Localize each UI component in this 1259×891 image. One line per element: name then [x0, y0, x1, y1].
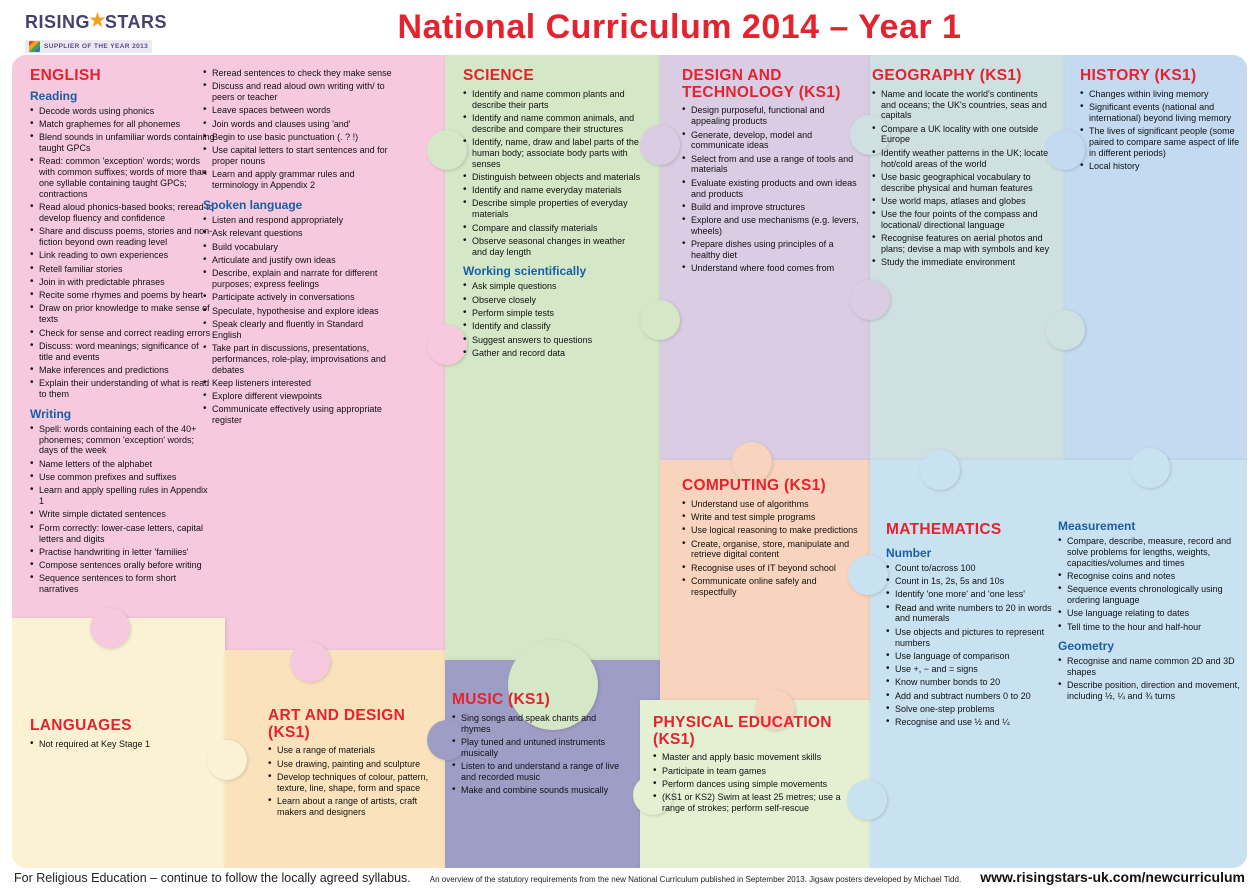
bullet-item: • Perform dances using simple movements	[653, 779, 841, 790]
bullet-item: • Distinguish between objects and materials	[463, 172, 641, 183]
bullet-item: • Describe simple properties of everyday materials	[463, 198, 641, 220]
bullet-item: • Articulate and justify own ideas	[203, 255, 395, 266]
bullet-item: • Use objects and pictures to represent numbers	[886, 627, 1058, 649]
languages-title: LANGUAGES	[30, 717, 132, 734]
bullet-item: • Identify and name common plants and describe their parts	[463, 89, 641, 111]
bullet-item: • Recognise uses of IT beyond school	[682, 563, 864, 574]
bullet-item: • Describe, explain and narrate for different purposes; express feelings	[203, 268, 395, 290]
mathematics-number-subhead: Number	[886, 545, 932, 560]
bullet-item: • Identify and name common animals, and describe and compare their structures	[463, 113, 641, 135]
bullet-item: • Recognise and name common 2D and 3D shapes	[1058, 656, 1246, 678]
bullet-item: • Master and apply basic movement skills	[653, 752, 841, 763]
bullet-item: • Learn about a range of artists, craft makers and designers	[268, 796, 438, 818]
puzzle-knob	[1045, 310, 1085, 350]
mathematics-column-1	[886, 522, 1058, 731]
bullet-item: • Identify and classify	[463, 321, 641, 332]
bullet-item: • Name and locate the world's continents and oceans; the UK's countries, seas and capitals	[872, 89, 1050, 121]
bullet-item: • Build and improve structures	[682, 202, 860, 213]
english-writing-list	[30, 424, 215, 595]
physical-education-list	[653, 752, 841, 813]
bullet-item: • Tell time to the hour and half-hour	[1058, 622, 1246, 633]
puzzle-knob	[1045, 130, 1085, 170]
bullet-item: • Link reading to own experiences	[30, 250, 215, 261]
puzzle-knob	[1130, 448, 1170, 488]
footer	[14, 869, 1245, 885]
bullet-item: • Speculate, hypothesise and explore ideas	[203, 306, 395, 317]
bullet-item: • Solve one-step problems	[886, 704, 1058, 715]
art-design-column	[268, 708, 438, 820]
puzzle-knob	[732, 442, 772, 482]
history-title: HISTORY (KS1)	[1080, 67, 1197, 84]
bullet-item: • Compose sentences orally before writing	[30, 560, 215, 571]
puzzle-knob	[920, 450, 960, 490]
design-technology-list	[682, 105, 860, 274]
bullet-item: • Not required at Key Stage 1	[30, 739, 202, 750]
bullet-item: • Count in 1s, 2s, 5s and 10s	[886, 576, 1058, 587]
mathematics-column-2	[1058, 518, 1246, 705]
bullet-item: • Local history	[1080, 161, 1247, 172]
computing-column	[682, 478, 864, 600]
english-writing-continued-list	[203, 68, 395, 191]
bullet-item: • Use world maps, atlases and globes	[872, 196, 1050, 207]
bullet-item: • Describe position, direction and movement, including ½, ¼ and ¾ turns	[1058, 680, 1246, 702]
bullet-item: • Take part in discussions, presentations, performances, role-play, improvisations and debates	[203, 343, 395, 375]
bullet-item: • Participate actively in conversations	[203, 292, 395, 303]
geography-column	[872, 68, 1050, 271]
bullet-item: • Build vocabulary	[203, 242, 395, 253]
bullet-item: • Perform simple tests	[463, 308, 641, 319]
bullet-item: • (KS1 or KS2) Swim at least 25 metres; use a range of strokes; perform self-rescue	[653, 792, 841, 814]
bullet-item: • Use basic geographical vocabulary to describe physical and human features	[872, 172, 1050, 194]
history-list	[1080, 89, 1247, 172]
bullet-item: • Listen and respond appropriately	[203, 215, 395, 226]
english-column-1	[30, 68, 215, 598]
mathematics-measurement-list	[1058, 536, 1246, 632]
puzzle-knob	[640, 125, 680, 165]
bullet-item: • Write and test simple programs	[682, 512, 864, 523]
english-reading-subhead: Reading	[30, 88, 78, 103]
science-list	[463, 89, 641, 258]
bullet-item: • Check for sense and correct reading errors	[30, 328, 215, 339]
bullet-item: • Explain their understanding of what is read to them	[30, 378, 215, 400]
mathematics-measurement-subhead: Measurement	[1058, 519, 1136, 533]
puzzle-knob	[850, 280, 890, 320]
geography-list	[872, 89, 1050, 268]
bullet-item: • Sequence events chronologically using ordering language	[1058, 584, 1246, 606]
bullet-item: • Name letters of the alphabet	[30, 459, 215, 470]
bullet-item: • Read aloud phonics-based books; reread to develop fluency and confidence	[30, 202, 215, 224]
bullet-item: • Evaluate existing products and own ideas and products	[682, 178, 860, 200]
bullet-item: • Understand where food comes from	[682, 263, 860, 274]
bullet-item: • Understand use of algorithms	[682, 499, 864, 510]
history-column	[1080, 68, 1247, 174]
bullet-item: • Participate in team games	[653, 766, 841, 777]
page-title: National Curriculum 2014 – Year 1	[397, 8, 962, 46]
supplier-badge-icon	[29, 41, 40, 52]
star-icon: ★	[88, 9, 107, 32]
science-title: SCIENCE	[463, 67, 535, 84]
bullet-item: • Develop techniques of colour, pattern, texture, line, shape, form and space	[268, 772, 438, 794]
bullet-item: • Use logical reasoning to make predictions	[682, 525, 864, 536]
bullet-item: • Design purposeful, functional and appealing products	[682, 105, 860, 127]
bullet-item: • Discuss: word meanings; significance of title and events	[30, 341, 215, 363]
mathematics-geometry-subhead: Geometry	[1058, 639, 1115, 654]
science-working-subhead: Working scientifically	[463, 264, 587, 279]
languages-column	[30, 718, 202, 752]
bullet-item: • Explore different viewpoints	[203, 391, 395, 402]
footer-overview-note: An overview of the statutory requirements from the new National Curriculum published in September 2013. Jigsaw posters developed by Michael Tidd.	[429, 875, 962, 884]
bullet-item: • Write simple dictated sentences	[30, 509, 215, 520]
bullet-item: • Read and write numbers to 20 in words and numerals	[886, 603, 1058, 625]
bullet-item: • Study the immediate environment	[872, 257, 1050, 268]
bullet-item: • The lives of significant people (some paired to compare same aspect of life in different periods)	[1080, 126, 1247, 158]
bullet-item: • Sing songs and speak chants and rhymes	[452, 713, 628, 735]
bullet-item: • Discuss and read aloud own writing with/ to peers or teacher	[203, 81, 395, 103]
science-working-list	[463, 281, 641, 358]
bullet-item: • Communicate effectively using appropriate register	[203, 404, 395, 426]
english-spoken-list	[203, 215, 395, 426]
bullet-item: • Add and subtract numbers 0 to 20	[886, 691, 1058, 702]
jigsaw-board	[12, 55, 1247, 868]
footer-website-url: www.risingstars-uk.com/newcurriculum	[980, 869, 1245, 885]
bullet-item: • Use language of comparison	[886, 651, 1058, 662]
bullet-item: • Changes within living memory	[1080, 89, 1247, 100]
art-design-title: ART AND DESIGN (KS1)	[268, 707, 406, 741]
bullet-item: • Match graphemes for all phonemes	[30, 119, 215, 130]
bullet-item: • Use common prefixes and suffixes	[30, 472, 215, 483]
brand-word-rising: RISING	[25, 12, 91, 32]
puzzle-knob	[640, 300, 680, 340]
bullet-item: • Recognise features on aerial photos and plans; devise a map with symbols and key	[872, 233, 1050, 255]
bullet-item: • Gather and record data	[463, 348, 641, 359]
bullet-item: • Identify 'one more' and 'one less'	[886, 589, 1058, 600]
bullet-item: • Retell familiar stories	[30, 264, 215, 275]
bullet-item: • Suggest answers to questions	[463, 335, 641, 346]
bullet-item: • Use drawing, painting and sculpture	[268, 759, 438, 770]
puzzle-knob	[427, 325, 467, 365]
bullet-item: • Speak clearly and fluently in Standard English	[203, 319, 395, 341]
music-list	[452, 713, 628, 796]
bullet-item: • Compare and classify materials	[463, 223, 641, 234]
bullet-item: • Recite some rhymes and poems by heart	[30, 290, 215, 301]
bullet-item: • Make and combine sounds musically	[452, 785, 628, 796]
bullet-item: • Join words and clauses using 'and'	[203, 119, 395, 130]
bullet-item: • Compare a UK locality with one outside Europe	[872, 124, 1050, 146]
bullet-item: • Use a range of materials	[268, 745, 438, 756]
bullet-item: • Begin to use basic punctuation (. ? !)	[203, 132, 395, 143]
bullet-item: • Use language relating to dates	[1058, 608, 1246, 619]
bullet-item: • Count to/across 100	[886, 563, 1058, 574]
bullet-item: • Identify and name everyday materials	[463, 185, 641, 196]
bullet-item: • Decode words using phonics	[30, 106, 215, 117]
design-technology-column	[682, 68, 860, 277]
bullet-item: • Ask relevant questions	[203, 228, 395, 239]
geography-title: GEOGRAPHY (KS1)	[872, 67, 1022, 84]
bullet-item: • Compare, describe, measure, record and solve problems for lengths, weights, capacities/volumes and times	[1058, 536, 1246, 568]
bullet-item: • Observe closely	[463, 295, 641, 306]
music-title: MUSIC (KS1)	[452, 691, 551, 708]
bullet-item: • Generate, develop, model and communicate ideas	[682, 130, 860, 152]
bullet-item: • Learn and apply spelling rules in Appendix 1	[30, 485, 215, 507]
bullet-item: • Leave spaces between words	[203, 105, 395, 116]
bullet-item: • Use +, − and = signs	[886, 664, 1058, 675]
bullet-item: • Listen to and understand a range of live and recorded music	[452, 761, 628, 783]
footer-religious-education-note: For Religious Education – continue to follow the locally agreed syllabus.	[14, 871, 411, 885]
bullet-item: • Recognise coins and notes	[1058, 571, 1246, 582]
english-title: ENGLISH	[30, 67, 101, 84]
bullet-item: • Join in with predictable phrases	[30, 277, 215, 288]
bullet-item: • Reread sentences to check they make sense	[203, 68, 395, 79]
english-spoken-subhead: Spoken language	[203, 197, 303, 212]
bullet-item: • Create, organise, store, manipulate and retrieve digital content	[682, 539, 864, 561]
music-column	[452, 692, 628, 798]
bullet-item: • Blend sounds in unfamiliar words containing taught GPCs	[30, 132, 215, 154]
bullet-item: • Use the four points of the compass and locational/ directional language	[872, 209, 1050, 231]
bullet-item: • Spell: words containing each of the 40+ phonemes; common 'exception' words; days of the week	[30, 424, 215, 456]
bullet-item: • Form correctly: lower-case letters, capital letters and digits	[30, 523, 215, 545]
computing-list	[682, 499, 864, 598]
bullet-item: • Practise handwriting in letter 'families'	[30, 547, 215, 558]
puzzle-knob	[427, 130, 467, 170]
puzzle-knob	[847, 780, 887, 820]
bullet-item: • Make inferences and predictions	[30, 365, 215, 376]
bullet-item: • Prepare dishes using principles of a healthy diet	[682, 239, 860, 261]
bullet-item: • Observe seasonal changes in weather and day length	[463, 236, 641, 258]
design-technology-title: DESIGN AND TECHNOLOGY (KS1)	[682, 67, 841, 101]
bullet-item: • Read: common 'exception' words; words with common suffixes; words of more than one syllable containing taught GPCs; contractions	[30, 156, 215, 199]
bullet-item: • Know number bonds to 20	[886, 677, 1058, 688]
physical-education-title: PHYSICAL EDUCATION (KS1)	[653, 714, 832, 748]
brand-word-stars: STARS	[104, 12, 168, 32]
puzzle-knob	[90, 608, 130, 648]
english-writing-subhead: Writing	[30, 406, 72, 421]
bullet-item: • Significant events (national and international) beyond living memory	[1080, 102, 1247, 124]
science-column	[463, 68, 641, 361]
bullet-item: • Play tuned and untuned instruments musically	[452, 737, 628, 759]
bullet-item: • Draw on prior knowledge to make sense of texts	[30, 303, 215, 325]
mathematics-geometry-list	[1058, 656, 1246, 702]
computing-title: COMPUTING (KS1)	[682, 477, 826, 494]
bullet-item: • Identify weather patterns in the UK; locate hot/cold areas of the world	[872, 148, 1050, 170]
puzzle-knob	[207, 740, 247, 780]
english-reading-list	[30, 106, 215, 400]
bullet-item: • Use capital letters to start sentences and for proper nouns	[203, 145, 395, 167]
bullet-item: • Sequence sentences to form short narratives	[30, 573, 215, 595]
puzzle-knob	[290, 642, 330, 682]
bullet-item: • Communicate online safely and respectfully	[682, 576, 864, 598]
bullet-item: • Ask simple questions	[463, 281, 641, 292]
bullet-item: • Select from and use a range of tools and materials	[682, 154, 860, 176]
bullet-item: • Keep listeners interested	[203, 378, 395, 389]
english-column-2	[203, 68, 395, 429]
languages-list	[30, 739, 202, 750]
bullet-item: • Recognise and use ½ and ¼	[886, 717, 1058, 728]
physical-education-column	[653, 715, 841, 816]
art-design-list	[268, 745, 438, 817]
bullet-item: • Learn and apply grammar rules and terminology in Appendix 2	[203, 169, 395, 191]
supplier-badge-text: SUPPLIER OF THE YEAR 2013	[44, 43, 149, 50]
bullet-item: • Explore and use mechanisms (e.g. levers, wheels)	[682, 215, 860, 237]
bullet-item: • Identify, name, draw and label parts of the human body; associate body parts with senses	[463, 137, 641, 169]
mathematics-title: MATHEMATICS	[886, 521, 1002, 538]
mathematics-number-list	[886, 563, 1058, 728]
bullet-item: • Share and discuss poems, stories and non-fiction beyond own reading level	[30, 226, 215, 248]
